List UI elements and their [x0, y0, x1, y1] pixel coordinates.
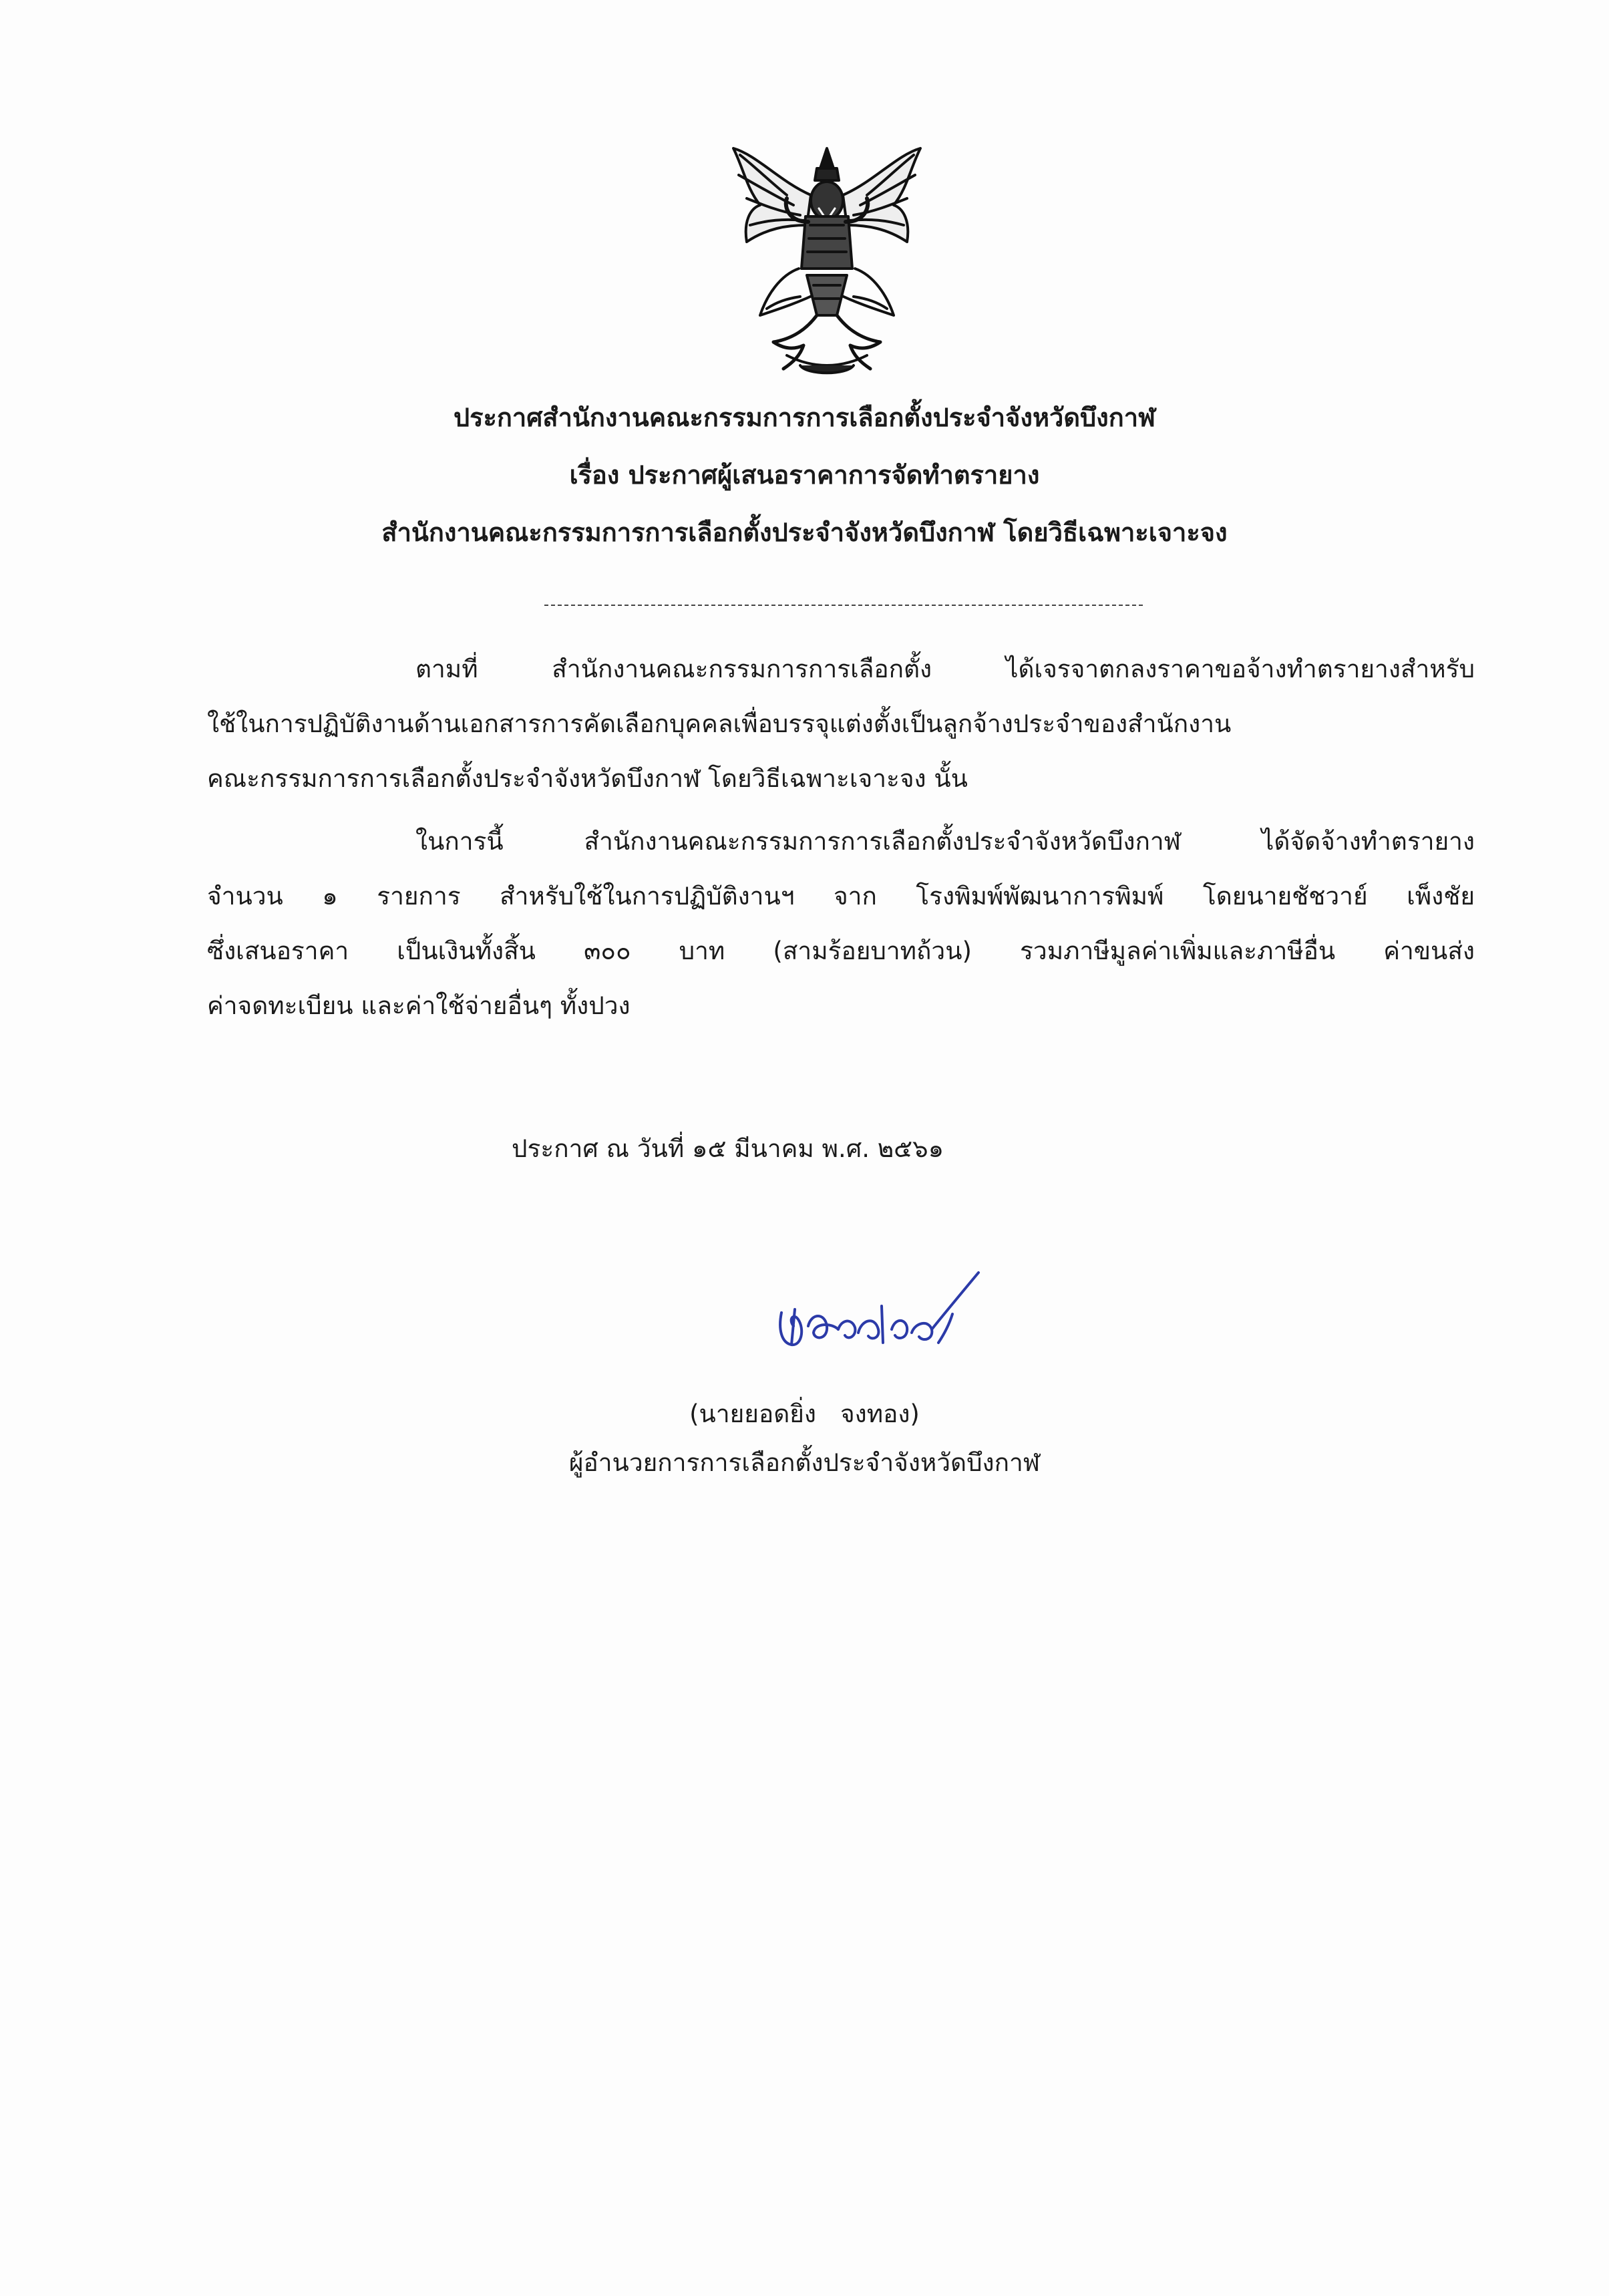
- paragraph-2-line: ซึ่งเสนอราคา เป็นเงินทั้งสิ้น ๓๐๐ บาท (สามร้อยบาทถ้วน) รวมภาษีมูลค่าเพิ่มและภาษีอื่น ค่าขนส่ง: [207, 937, 1475, 965]
- announcement-title: ประกาศสำนักงานคณะกรรมการการเลือกตั้งประจำจังหวัดบึงกาฬ: [453, 403, 1156, 432]
- paragraph-2-line: ในการนี้ สำนักงานคณะกรรมการการเลือกตั้งประจำจังหวัดบึงกาฬ ได้จัดจ้างทำตรายาง: [415, 827, 1475, 856]
- handwritten-signature: [768, 1266, 1002, 1359]
- announcement-subject-continued: สำนักงานคณะกรรมการการเลือกตั้งประจำจังหวัดบึงกาฬ โดยวิธีเฉพาะเจาะจง: [381, 518, 1228, 547]
- signer-position: ผู้อำนวยการการเลือกตั้งประจำจังหวัดบึงกาฬ: [568, 1448, 1041, 1477]
- paragraph-1-line: คณะกรรมการการเลือกตั้งประจำจังหวัดบึงกาฬ โดยวิธีเฉพาะเจาะจง นั้น: [207, 764, 968, 793]
- paragraph-1-line: ใช้ในการปฏิบัติงานด้านเอกสารการคัดเลือกบุคคลเพื่อบรรจุแต่งตั้งเป็นลูกจ้างประจำของสำนักงาน: [207, 709, 1232, 738]
- garuda-emblem-icon: [720, 142, 934, 381]
- title-divider: [544, 605, 1143, 606]
- announcement-subject: เรื่อง ประกาศผู้เสนอราคาการจัดทำตรายาง: [569, 460, 1040, 490]
- announcement-date: ประกาศ ณ วันที่ ๑๕ มีนาคม พ.ศ. ๒๕๖๑: [512, 1134, 944, 1163]
- signer-name: (นายยอดยิ่ง จงทอง): [689, 1400, 920, 1428]
- paragraph-2-line: จำนวน ๑ รายการ สำหรับใช้ในการปฏิบัติงานฯ จาก โรงพิมพ์พัฒนาการพิมพ์ โดยนายชัชวาย์ เพ็งชัย: [207, 882, 1475, 911]
- paragraph-1-line: ตามที่ สำนักงานคณะกรรมการการเลือกตั้ง ได้เจรจาตกลงราคาขอจ้างทำตรายางสำหรับ: [415, 655, 1475, 683]
- paragraph-2-line: ค่าจดทะเบียน และค่าใช้จ่ายอื่นๆ ทั้งปวง: [207, 991, 631, 1020]
